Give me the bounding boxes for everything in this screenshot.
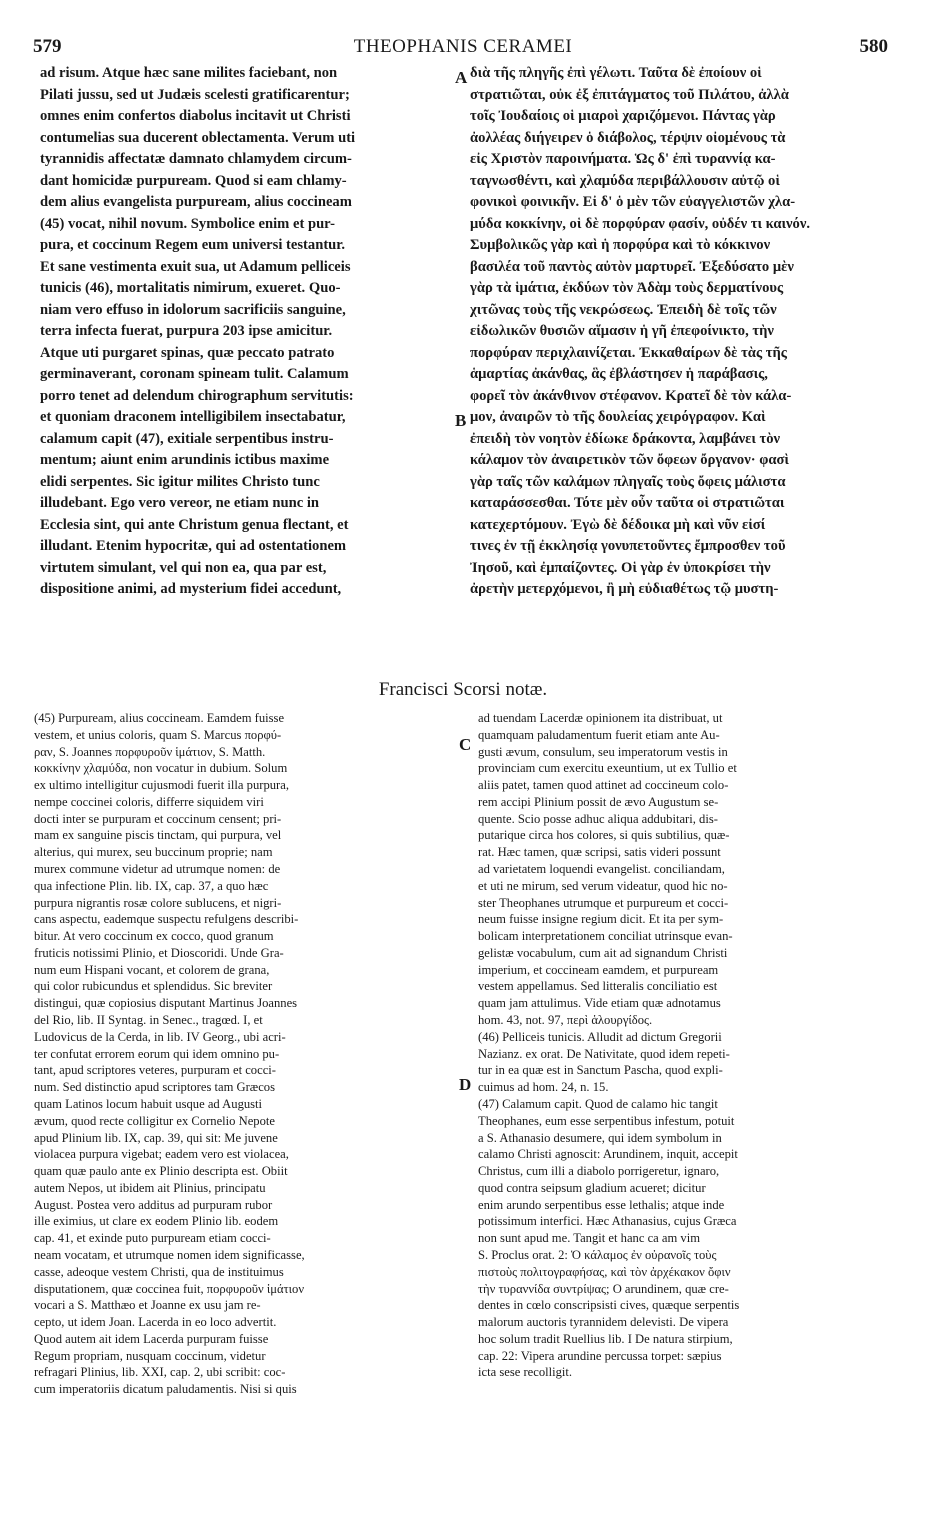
text-line: qua infectione Plin. lib. IX, cap. 37, a quo hæc <box>34 878 269 893</box>
margin-marker-a: A <box>455 68 468 87</box>
text-line: alterius, qui murex, seu buccinum proprie; nam <box>34 845 273 860</box>
text-line: μύδα κοκκίνην, οἱ δὲ πορφύραν φασίν, οὐδέν τι καινόν. <box>470 215 811 232</box>
text-line: mentum; aiunt enim arundinis ictibus maxime <box>40 452 330 468</box>
text-line: ter confutat errorem eorum qui idem omnino pu- <box>34 1046 280 1061</box>
text-line: τοῖς Ἰουδαίοις οἱ μιαροὶ χαριζόμενοι. Πάντας γὰρ <box>470 108 776 124</box>
text-line: distingui, quæ copiosius disputant Martinus Joannes <box>34 996 298 1011</box>
text-line: non sunt apud me. Tangit et hanc ca am vim <box>478 1231 701 1246</box>
notes-heading: Francisci Scorsi notæ. <box>378 679 548 700</box>
text-line: elidi serpentes. Sic igitur milites Christo tunc <box>40 473 320 490</box>
text-line: rem accipi Plinium possit de ævo Augustum se- <box>478 794 719 809</box>
text-line: contumelias sua ducerent oblectamenta. Verum uti <box>40 129 356 146</box>
text-line: vocari a S. Matthæo et Joanne ex usu jam re- <box>34 1298 261 1313</box>
text-line: num. Sed distinctio apud scriptores tam Græcos <box>34 1080 275 1095</box>
text-line: enim arundo serpentibus esse lethalis; atque inde <box>478 1197 725 1212</box>
text-line: illudant. Etenim hypocritæ, qui ad ostentationem <box>40 538 347 554</box>
text-line: στρατιῶται, οὐκ ἐξ ἐπιτάγματος τοῦ Πιλάτου, ἀλλὰ <box>470 86 789 103</box>
margin-marker-c: C <box>459 735 472 754</box>
text-line: Christus, cum illi a diabolo porrigeretur, ignaro, <box>478 1164 720 1179</box>
text-line: provinciam cum exercitu exeuntium, ut ex Tullio et <box>478 761 737 776</box>
text-line: dentes in cœlo conscripsisti cives, quæque serpentis <box>478 1298 740 1313</box>
text-line: bolicam interpretationem conciliat utrinsque evan- <box>478 929 733 944</box>
text-line: εἰς Χριστὸν παροινήματα. Ὡς δ' ἐπὶ τυραννίᾳ κα- <box>470 151 776 167</box>
text-line: ille eximius, ut clare ex eodem Plinio lib. eodem <box>34 1214 279 1229</box>
text-line: Ἰησοῦ, καὶ ἐμπαίζοντες. Οἱ γὰρ ἐν ὑποκρίσει τὴν <box>470 559 771 576</box>
text-line: χιτῶνας τοὺς τῆς νεκρώσεως. Ἐπειδὴ δὲ τοῖς τῶν <box>470 301 777 318</box>
text-line: tant, apud scriptores veteres, purpuram et cocci- <box>34 1063 276 1078</box>
text-line: πορφύραν περιχλαινίζεται. Ἐκκαθαίρων δὲ τὰς τῆς <box>470 344 787 361</box>
text-line: βασιλέα τοῦ παντὸς αὐτὸν μαρτυρεῖ. Ἐξεδύσατο μὲν <box>470 258 794 275</box>
text-line: γὰρ ταῖς τῶν καλάμων πληγαῖς τοὺς ὄφεις μάλιστα <box>470 473 786 490</box>
text-line: autem Nepos, ut ibidem ait Plinius, principatu <box>34 1180 266 1195</box>
text-line: ἁμαρτίας ἀκάνθας, ἃς ἐβλάστησεν ἡ παράβασις, <box>470 366 768 382</box>
text-line: ἀρετὴν μετερχόμενοι, ἢ μὴ εὐδιαθέτως τῷ μυστη- <box>470 581 779 597</box>
text-line: imperium, et coccineam eamdem, et purpuream <box>478 962 719 977</box>
margin-marker-d: D <box>459 1075 472 1094</box>
text-line: cum imperatoriis dicatum paludamentis. Nisi si quis <box>34 1382 297 1397</box>
text-line: mam ex sanguine piscis tinctam, qui purpura, vel <box>34 828 282 843</box>
text-line: neum fuisse insigne regium dicit. Et ita per sym- <box>478 912 724 927</box>
text-line: pura, et coccinum Regem eum universi testantur. <box>40 237 346 253</box>
text-line: quente. Scio posse adhuc aliqua addubitari, dis- <box>478 811 718 826</box>
text-line: vestem, et unius coloris, quam S. Marcus πορφύ- <box>34 727 282 742</box>
text-line: Nazianz. ex orat. De Nativitate, quod idem repeti- <box>478 1046 730 1061</box>
text-line: ἐπειδὴ τὸν νοητὸν ἐδίωκε δράκοντα, λαμβάνει τὸν <box>470 430 781 447</box>
text-line: quam Latinos locum habuit usque ad Augusti <box>34 1096 263 1111</box>
text-line: neam vocatam, et utrumque nomen idem significasse, <box>34 1247 305 1262</box>
text-line: ævum, quod recte colligitur ex Cornelio Nepote <box>34 1113 275 1128</box>
text-line: niam vero effuso in idolorum sacrificiis sanguine, <box>40 301 346 318</box>
text-line: S. Proclus orat. 2: Ὁ κάλαμος ἐν οὐρανοῖς τοὺς <box>478 1247 717 1262</box>
text-line: calamum capit (47), exitiale serpentibus instru- <box>40 430 334 447</box>
text-line: porro tenet ad delendum chirographum servitutis: <box>40 387 354 404</box>
text-line: tunicis (46), mortalitatis nimirum, exueret. Quo- <box>40 280 341 296</box>
text-line: aliis patet, tamen quod attinet ad coccineum colo- <box>478 778 729 793</box>
page-number-right: 580 <box>859 36 888 57</box>
text-line: bitur. At vero coccinum ex cocco, quod granum <box>34 929 274 944</box>
text-line: Atque uti purgaret spinas, quæ peccato patrato <box>40 344 335 361</box>
text-line: Ludovicus de la Cerda, in lib. IV Georg., ubi acri- <box>34 1029 286 1044</box>
text-line: August. Postea vero additus ad purpuram rubor <box>34 1197 273 1212</box>
text-line: dispositione animi, ad mysterium fidei accedunt, <box>40 581 342 597</box>
text-line: refragari Plinius, lib. XXI, cap. 2, ubi scribit: coc- <box>34 1365 286 1380</box>
text-line: murex commune videtur ad utrumque nomen: de <box>34 862 281 877</box>
text-line: del Rio, lib. II Syntag. in Senec., tragœd. I, et <box>34 1013 263 1028</box>
text-line: purpura nigrantis rosæ colore sublucens, et nigri- <box>34 895 282 910</box>
text-line: διὰ τῆς πληγῆς ἐπὶ γέλωτι. Ταῦτα δὲ ἐποίουν οἱ <box>470 65 762 81</box>
text-line: Et sane vestimenta exuit sua, ut Adamum pelliceis <box>40 258 351 275</box>
text-line: illudebant. Ego vero vereor, ne etiam nunc in <box>40 495 320 511</box>
text-line: Συμβολικῶς γὰρ καὶ ἡ πορφύρα καὶ τὸ κόκκινον <box>470 237 771 253</box>
text-line: ταγνωσθέντι, καὶ χλαμύδα περιβάλλουσιν αὐτῷ οἱ <box>470 172 780 189</box>
text-line: τινες ἐν τῇ ἐκκλησίᾳ γονυπετοῦντες ἔμπροσθεν τοῦ <box>470 538 786 554</box>
text-line: germinaverant, coronam spineam tulit. Calamum <box>40 366 349 382</box>
text-line: γὰρ τὰ ἱμάτια, ἐκδύων τὸν Ἀδὰμ τοὺς δερματίνους <box>470 280 784 296</box>
text-line: cepto, ut idem Joan. Lacerda in eo loco advertit. <box>34 1315 277 1330</box>
text-line: Pilati jussu, sed ut Judæis scelesti gratificarentur; <box>40 86 350 103</box>
text-line: Ecclesia sint, qui ante Christum genua flectant, et <box>40 516 349 533</box>
text-line: κάλαμον τὸν ἀναιρετικὸν τῶν ὄφεων ὄργανον· φασὶ <box>470 452 789 468</box>
text-line: (47) Calamum capit. Quod de calamo hic tangit <box>478 1096 718 1111</box>
text-line: εἰδωλικῶν θυσιῶν αἵμασιν ἡ γῆ ἐπεφοίνικτο, τὴν <box>470 323 774 339</box>
text-line: ex ultimo intelligitur cujusmodi fuerit illa purpura, <box>34 778 289 793</box>
text-line: vestem appellamus. Sed litteralis conciliatio est <box>478 979 718 994</box>
text-line: malorum auctoris tyrannidem delevisti. De vipera <box>478 1315 729 1330</box>
text-line: quamquam paludamentum fuerit etiam ante Au- <box>478 727 720 742</box>
text-line: omnes enim confertos diabolus incitavit ut Christi <box>40 108 351 124</box>
text-line: πιστοὺς πολιτογραφήσας, καὶ τὸν ἀρχέκακον ὄφιν <box>478 1264 731 1279</box>
text-line: μον, ἀναιρῶν τὸ τῆς δουλείας χειρόγραφον. Καὶ <box>470 409 766 425</box>
text-line: (45) vocat, nihil novum. Symbolice enim et pur- <box>40 215 335 232</box>
text-line: ραν, S. Joannes πορφυροῦν ἱμάτιον, S. Matth. <box>34 744 266 759</box>
text-line: terra infecta fuerat, purpura 203 ipse amicitur. <box>40 323 333 339</box>
text-line: ad tuendam Lacerdæ opinionem ita distribuat, ut <box>478 711 723 725</box>
text-line: κοκκίνην χλαμύδα, non vocatur in dubium. Solum <box>34 761 288 776</box>
text-line: rat. Hæc tamen, quæ scripsi, satis videri possunt <box>478 845 721 860</box>
text-line: potissimum interfici. Hæc Athanasius, cujus Græca <box>478 1214 737 1229</box>
text-line: cans aspectu, eademque suspectu refulgens describi- <box>34 912 299 927</box>
text-line: nempe coccinei coloris, differre siquidem viri <box>34 794 264 809</box>
text-line: docti inter se purpuram et coccinum censent; pri- <box>34 811 282 826</box>
text-line: hoc solum tradit Ruellius lib. I De natura stirpium, <box>478 1331 733 1346</box>
text-line: hom. 43, not. 97, περὶ ἁλουργίδος. <box>478 1013 653 1028</box>
text-line: tur in ea quæ est in Sanctum Pascha, quod expli- <box>478 1063 723 1078</box>
text-line: icta sese recolligit. <box>478 1365 573 1380</box>
text-line: ad risum. Atque hæc sane milites faciebant, non <box>40 65 338 81</box>
text-line: casse, adeoque vestem Christi, qua de instituimus <box>34 1264 284 1279</box>
text-line: quod contra seipsum gladium acueret; dicitur <box>478 1180 706 1195</box>
text-line: apud Plinium lib. IX, cap. 39, qui sit: Me juvene <box>34 1130 278 1145</box>
text-line: gelistæ vocabulum, cum ait ad signandum Christi <box>478 945 728 960</box>
text-line: qui color rubicundus et splendidus. Sic breviter <box>34 979 273 994</box>
text-line: quam quæ paulo ante ex Plinio descripta est. Obiit <box>34 1164 288 1179</box>
text-line: (46) Pelliceis tunicis. Alludit ad dictum Gregorii <box>478 1029 722 1044</box>
text-line: tyrannidis affectatæ damnato chlamydem circum- <box>40 151 352 167</box>
text-line: virtutem simulant, vel qui non ea, qua par est, <box>40 559 327 576</box>
text-line: num eum Hispani vocant, et colorem de grana, <box>34 962 270 977</box>
text-line: φορεῖ τὸν ἀκάνθινον στέφανον. Κρατεῖ δὲ τὸν κάλα- <box>470 387 792 404</box>
text-line: ἀολλέας διήγειρεν ὁ διάβολος, τέρψιν οἰομένους τὰ <box>470 129 786 146</box>
text-line: ster Theophanes utrumque et purpureum et cocci- <box>478 895 729 910</box>
text-line: a S. Athanasio desumere, qui idem symbolum in <box>478 1130 722 1145</box>
text-line: cuimus ad hom. 24, n. 15. <box>478 1080 609 1095</box>
running-title: THEOPHANIS CERAMEI <box>353 36 573 57</box>
margin-marker-b: B <box>455 411 467 430</box>
text-line: quam jam attulimus. Vide etiam quæ adnotamus <box>478 996 721 1011</box>
text-line: et quoniam draconem intelligibilem insectabatur, <box>40 409 346 425</box>
text-line: calamo Christi agnoscit: Arundinem, inquit, accepit <box>478 1147 738 1162</box>
text-line: Quod autem ait idem Lacerda purpuram fuisse <box>34 1331 269 1346</box>
text-line: φονικοὶ φοινικῆν. Εἰ δ' ὁ μὲν τῶν εὐαγγελιστῶν χλα- <box>470 194 796 210</box>
text-line: τὴν τυραννίδα συντρίψας; O arundinem, quæ cre- <box>478 1281 729 1296</box>
text-line: καταράσσεσθαι. Τότε μὲν οὖν ταῦτα οἱ στρατιῶται <box>470 495 785 511</box>
page-number-left: 579 <box>33 36 62 57</box>
text-line: violacea purpura vigebat; eadem vero est violacea, <box>34 1147 289 1162</box>
text-line: dant homicidæ purpuream. Quod si eam chlamy- <box>40 172 347 189</box>
running-header <box>0 36 926 60</box>
text-line: ad varietatem loquendi evangelist. conciliandam, <box>478 862 725 877</box>
text-line: gusti ævum, consulum, seu imperatorum vestis in <box>478 744 728 759</box>
text-line: dem alius evangelista purpuream, alius coccineam <box>40 194 352 210</box>
text-line: et uti ne mirum, sed verum videatur, quod hic no- <box>478 878 728 893</box>
text-line: cap. 41, et exinde puto purpuream etiam cocci- <box>34 1231 271 1246</box>
text-line: disputationem, quæ coccinea fuit, πορφυροῦν ἱμάτιον <box>34 1281 305 1296</box>
text-line: Theophanes, eum esse serpentibus infestum, potuit <box>478 1113 735 1128</box>
text-line: κατεχερτόμουν. Ἐγὼ δὲ δέδοικα μὴ καὶ νῦν εἰσί <box>470 516 766 533</box>
text-line: cap. 22: Vipera arundine percussa torpet: sæpius <box>478 1348 722 1363</box>
text-line: (45) Purpuream, alius coccineam. Eamdem fuisse <box>34 711 285 725</box>
text-line: Regum propriam, nusquam coccinum, videtur <box>34 1348 266 1363</box>
text-line: fruticis notissimi Plinio, et Dioscoridi. Unde Gra- <box>34 945 284 960</box>
text-line: putarique circa hos colores, si quis subtilius, quæ- <box>478 828 730 843</box>
